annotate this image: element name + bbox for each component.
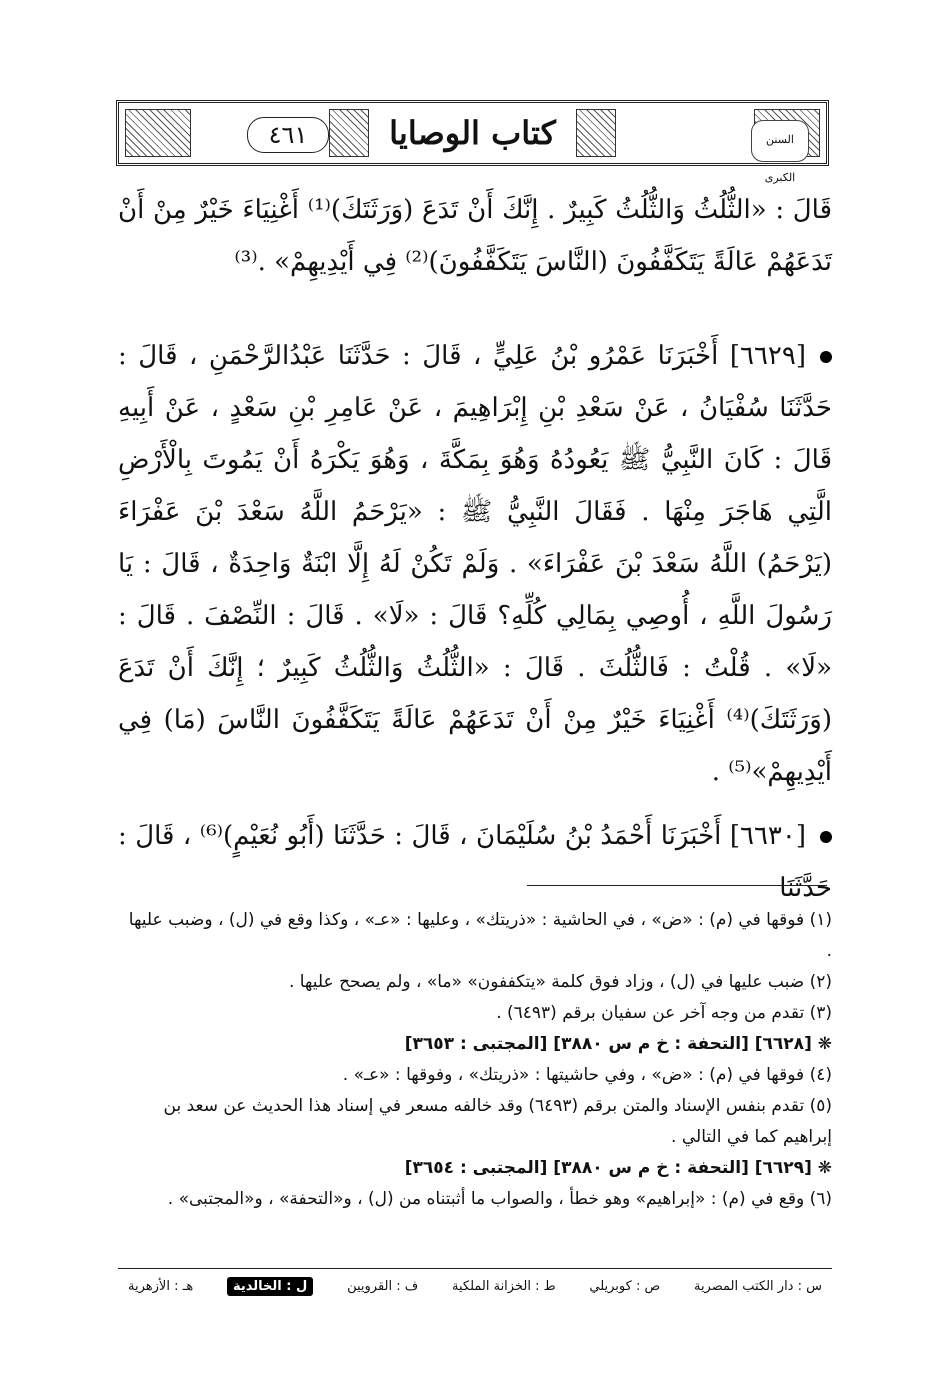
paragraph-text: [٦٦٢٩] أَخْبَرَنَا عَمْرُو بْنُ عَلِيٍّ ، قَالَ : حَدَّثَنَا عَبْدُالرَّحْمَنِ ، قَالَ : حَدَّثَنَا سُفْيَانُ ، عَنْ سَعْدِ بْنِ إِبْرَاهِيمَ ، عَنْ عَامِرِ بْنِ سَعْدٍ ، عَنْ أَبِيهِ قَالَ : كَانَ النَّبِيُّ ﷺ يَعُودُهُ وَهُوَ بِمَكَّةَ ، وَهُوَ يَكْرَهُ أَنْ يَمُوتَ بِالْأَرْضِ الَّتِي هَاجَرَ مِنْهَا . فَقَالَ النَّبِيُّ ﷺ : «يَرْحَمُ اللَّهُ سَعْدَ بْنَ عَفْرَاءَ (يَرْحَمُ) اللَّهُ سَعْدَ بْنَ عَفْرَاءَ» . وَلَمْ تَكُنْ لَهُ إِلَّا ابْنَةٌ وَاحِدَةٌ ، قَالَ : يَا رَسُولَ اللَّهِ ، أُوصِي بِمَالِي كُلِّهِ؟ قَالَ : «لَا» . قَالَ : النِّصْفَ . قَالَ : «لَا» . قُلْتُ : فَالثُّلُثَ . قَالَ : «الثُّلُثُ وَالثُّلُثُ كَبِيرٌ ؛ إِنَّكَ أَنْ تَدَعَ (وَرَثَتَكَ)⁽⁴⁾ أَغْنِيَاءَ خَيْرٌ مِنْ أَنْ تَدَعَهُمْ عَالَةً يَتَكَفَّفُونَ النَّاسَ (مَا) فِي أَيْدِيهِمْ»⁽⁵⁾ .	[118, 341, 833, 787]
manuscript-sigla: ص : كوبريلي	[589, 1279, 661, 1294]
book-logo: السنن الكبرى	[751, 120, 809, 162]
page-header	[116, 100, 829, 184]
reference-line: ❋ [٦٦٢٩] [التحفة : خ م س ٣٨٨٠] [المجتبى : ٣٦٥٤]	[404, 1158, 832, 1178]
ornament-left	[125, 109, 191, 157]
manuscript-sigla: ط : الخزانة الملكية	[452, 1279, 556, 1294]
footnote-divider	[527, 885, 827, 886]
manuscript-sigla-highlighted: ل : الخالدية	[227, 1277, 313, 1296]
ornament-right-inner	[576, 109, 616, 157]
footnote: (٣) تقدم من وجه آخر عن سفيان برقم (٦٤٩٣) .	[496, 1003, 832, 1023]
manuscript-sigla: هـ : الأزهرية	[128, 1279, 194, 1294]
footnote: (٥) تقدم بنفس الإسناد والمتن برقم (٦٤٩٣) وقد خالفه مسعر في إسناد هذا الحديث عن سعد بن إبراهيم كما في التالي .	[163, 1096, 832, 1147]
page-number: ٤٦١	[247, 117, 329, 153]
footnote: (١) فوقها في (م) : «ض» ، في الحاشية : «ذريتك» ، وعليها : «عـ» ، وكذا وقع في (ل) ، وضبب عليها .	[128, 910, 832, 961]
chapter-title: كتاب الوصايا	[389, 114, 556, 152]
manuscript-sigla: ف : القرويين	[347, 1279, 419, 1294]
manuscript-key	[118, 1268, 832, 1304]
paragraph-text: [٦٦٣٠] أَخْبَرَنَا أَحْمَدُ بْنُ سُلَيْمَانَ ، قَالَ : حَدَّثَنَا (أَبُو نُعَيْمٍ)⁽⁶⁾ ، قَالَ : حَدَّثَنَا	[118, 821, 832, 903]
footnote: (٤) فوقها في (م) : «ض» ، وفي حاشيتها : «ذريتك» ، وفوقها : «عـ» .	[342, 1065, 832, 1085]
footnote: (٦) وقع في (م) : «إبراهيم» وهو خطأ ، والصواب ما أثبتناه من (ل) ، و«التحفة» ، و«المجتبى» .	[167, 1189, 832, 1209]
ornament-right	[754, 109, 820, 184]
hadith-6629	[118, 330, 832, 798]
paragraph-text: قَالَ : «الثُّلُثُ وَالثُّلُثُ كَبِيرٌ . إِنَّكَ أَنْ تَدَعَ (وَرَثَتَكَ)⁽¹⁾ أَغْنِيَاءَ خَيْرٌ مِنْ أَنْ تَدَعَهُمْ عَالَةً يَتَكَفَّفُونَ (النَّاسَ يَتَكَفَّفُونَ)⁽²⁾ فِي أَيْدِيهِمْ» .⁽³⁾	[118, 195, 833, 277]
footnote: (٢) ضبب عليها في (ل) ، وزاد فوق كلمة «يتكففون» «ما» ، ولم يصحح عليها .	[288, 972, 832, 992]
manuscript-sigla: س : دار الكتب المصرية	[693, 1279, 822, 1294]
paragraph-1	[118, 184, 832, 288]
footnotes	[118, 905, 832, 1215]
bullet-icon	[820, 831, 832, 843]
hadith-6630	[118, 810, 832, 914]
reference-line: ❋ [٦٦٢٨] [التحفة : خ م س ٣٨٨٠] [المجتبى : ٣٦٥٣]	[404, 1034, 832, 1054]
ornament-left-inner	[329, 109, 369, 157]
bullet-icon	[820, 351, 832, 363]
